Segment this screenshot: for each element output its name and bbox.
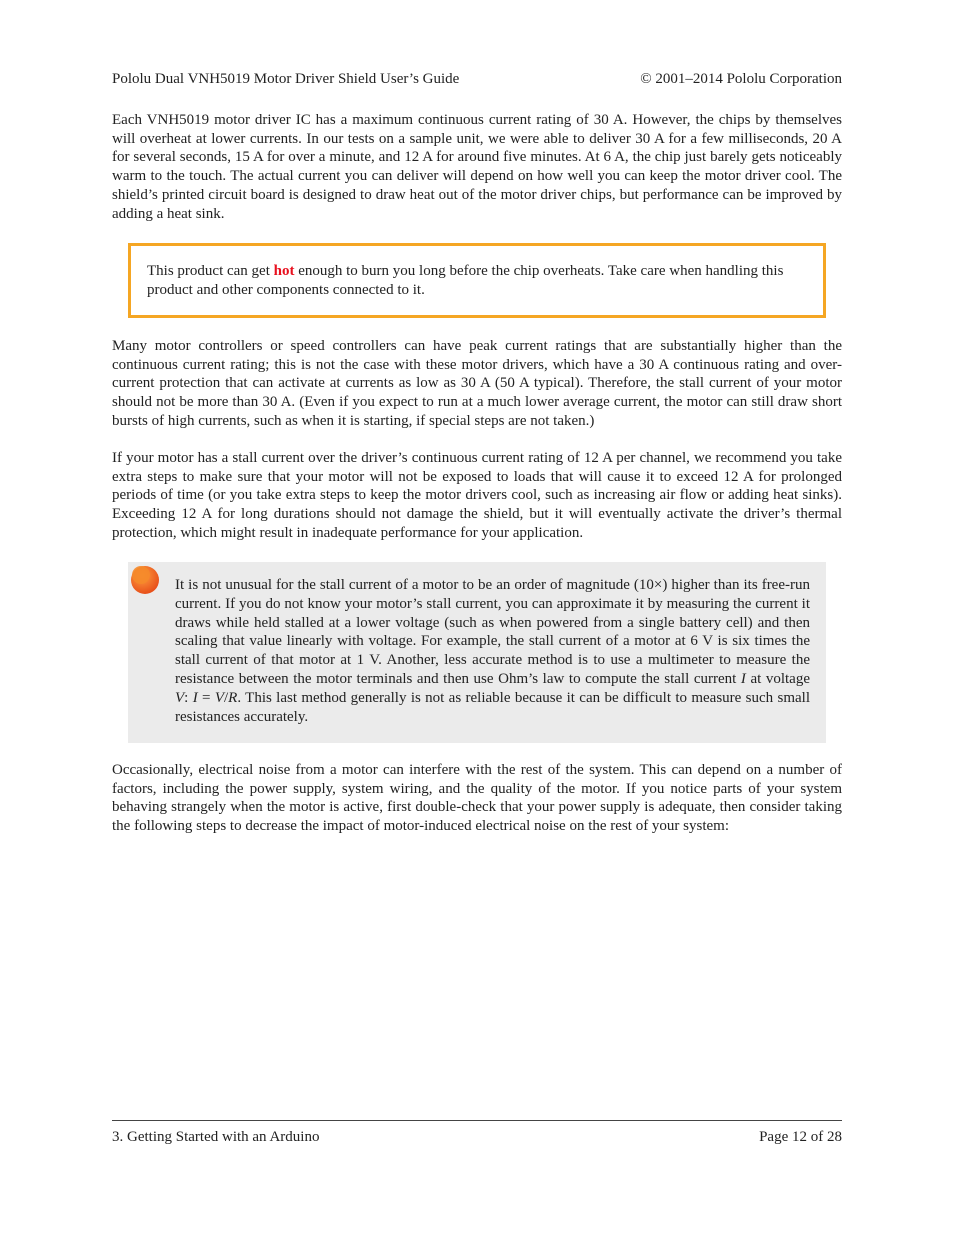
note-symbol-i: I	[740, 670, 746, 687]
warning-box	[128, 243, 826, 318]
paragraph-text: Occasionally, electrical noise from a motor can interfere with the rest of the system. This can depend on a number of factors, including the power supply, system wiring, and the quality of the motor. If you notice parts of your system behaving strangely when the motor is active, first double-check that your power supply is adequate, then consider taking the following steps to decrease the impact of motor-induced electrical noise on the rest of your system:	[112, 762, 842, 835]
warning-hot-emphasis: hot	[273, 263, 295, 279]
footer-page-number: Page 12 of 28	[759, 1129, 842, 1145]
page-footer	[112, 1126, 842, 1148]
paragraph-peak-current	[112, 337, 842, 431]
paragraph-current-ratings	[112, 111, 842, 223]
note-text-part: . This last method generally is not as reliable because it can be difficult to measure such small resistances accurately.	[175, 689, 810, 725]
note-symbol-v: V	[175, 689, 185, 706]
warning-text-end: enough to burn you long before the chip overheats. Take care when handling this product and other components connected to it.	[147, 263, 784, 298]
paragraph-text: Each VNH5019 motor driver IC has a maximum continuous current rating of 30 A. However, the chips by themselves will overheat at lower currents. In our tests on a sample unit, we were able to deliver 30 A for a few milliseconds, 20 A for several seconds, 15 A for over a minute, and 12 A for around five minutes. At 6 A, the chip just barely gets noticeably warm to the touch. The actual current you can deliver will depend on how well you can keep the motor driver cool. The shield’s printed circuit board is designed to draw heat out of the motor driver chips, but performance can be improved by adding a heat sink.	[112, 112, 842, 222]
note-equation-i: I	[192, 689, 198, 706]
note-text-part: :	[184, 689, 193, 706]
note-text-part: =	[197, 689, 215, 706]
paragraph-text: If your motor has a stall current over the driver’s continuous current rating of 12 A per channel, we recommend you take extra steps to make sure that your motor will not be exposed to loads that will cause it to exceed 12 A for prolonged periods of time (or you take extra steps to keep the motor drivers cool, such as increasing air flow or adding heat sinks). Exceeding 12 A for long durations should not damage the shield, but it will eventually activate the driver’s thermal protection, which might result in inadequate performance for your application.	[112, 450, 842, 541]
paragraph-stall-current	[112, 449, 842, 543]
note-text	[175, 576, 810, 726]
note-text-part: /	[224, 689, 229, 706]
note-equation-r: R	[228, 689, 238, 706]
footer-section: 3. Getting Started with an Arduino	[112, 1129, 320, 1145]
paragraph-electrical-noise	[112, 761, 842, 836]
note-text-part: It is not unusual for the stall current of a motor to be an order of magnitude (10×) higher than its free-run current. If you do not know your motor’s stall current, you can approximate it by measuring the current it draws while held stalled at a lower voltage (such as when powered from a single battery cell) and then scaling that value linearly with voltage. For example, the stall current of a motor at 6 V is six times the stall current of that motor at 1 V. Another, less accurate method is to use a multimeter to measure the resistance between the motor terminals and then use Ohm’s law to compute the stall current	[175, 577, 810, 687]
copyright-notice: © 2001–2014 Pololu Corporation	[640, 71, 842, 87]
paragraph-text: Many motor controllers or speed controllers can have peak current ratings that are substantially higher than the continuous current rating; this is not the case with these motor drivers, which have a 30 A continuous rating and over-current protection that can activate at currents as low as 30 A (50 A typical). Therefore, the stall current of your motor should not be more than 30 A. (Even if you expect to run at a much lower average current, the motor can still draw short bursts of high currents, such as when it is starting, if special steps are not taken.)	[112, 338, 842, 429]
page-header	[112, 68, 842, 90]
footer-divider	[112, 1120, 842, 1121]
note-box	[128, 562, 826, 743]
note-bullet-icon	[128, 562, 162, 596]
note-text-part: at voltage	[745, 670, 810, 687]
note-equation-v: V	[214, 689, 224, 706]
document-title: Pololu Dual VNH5019 Motor Driver Shield User’s Guide	[112, 71, 460, 87]
warning-text-start: This product can get	[147, 263, 274, 279]
